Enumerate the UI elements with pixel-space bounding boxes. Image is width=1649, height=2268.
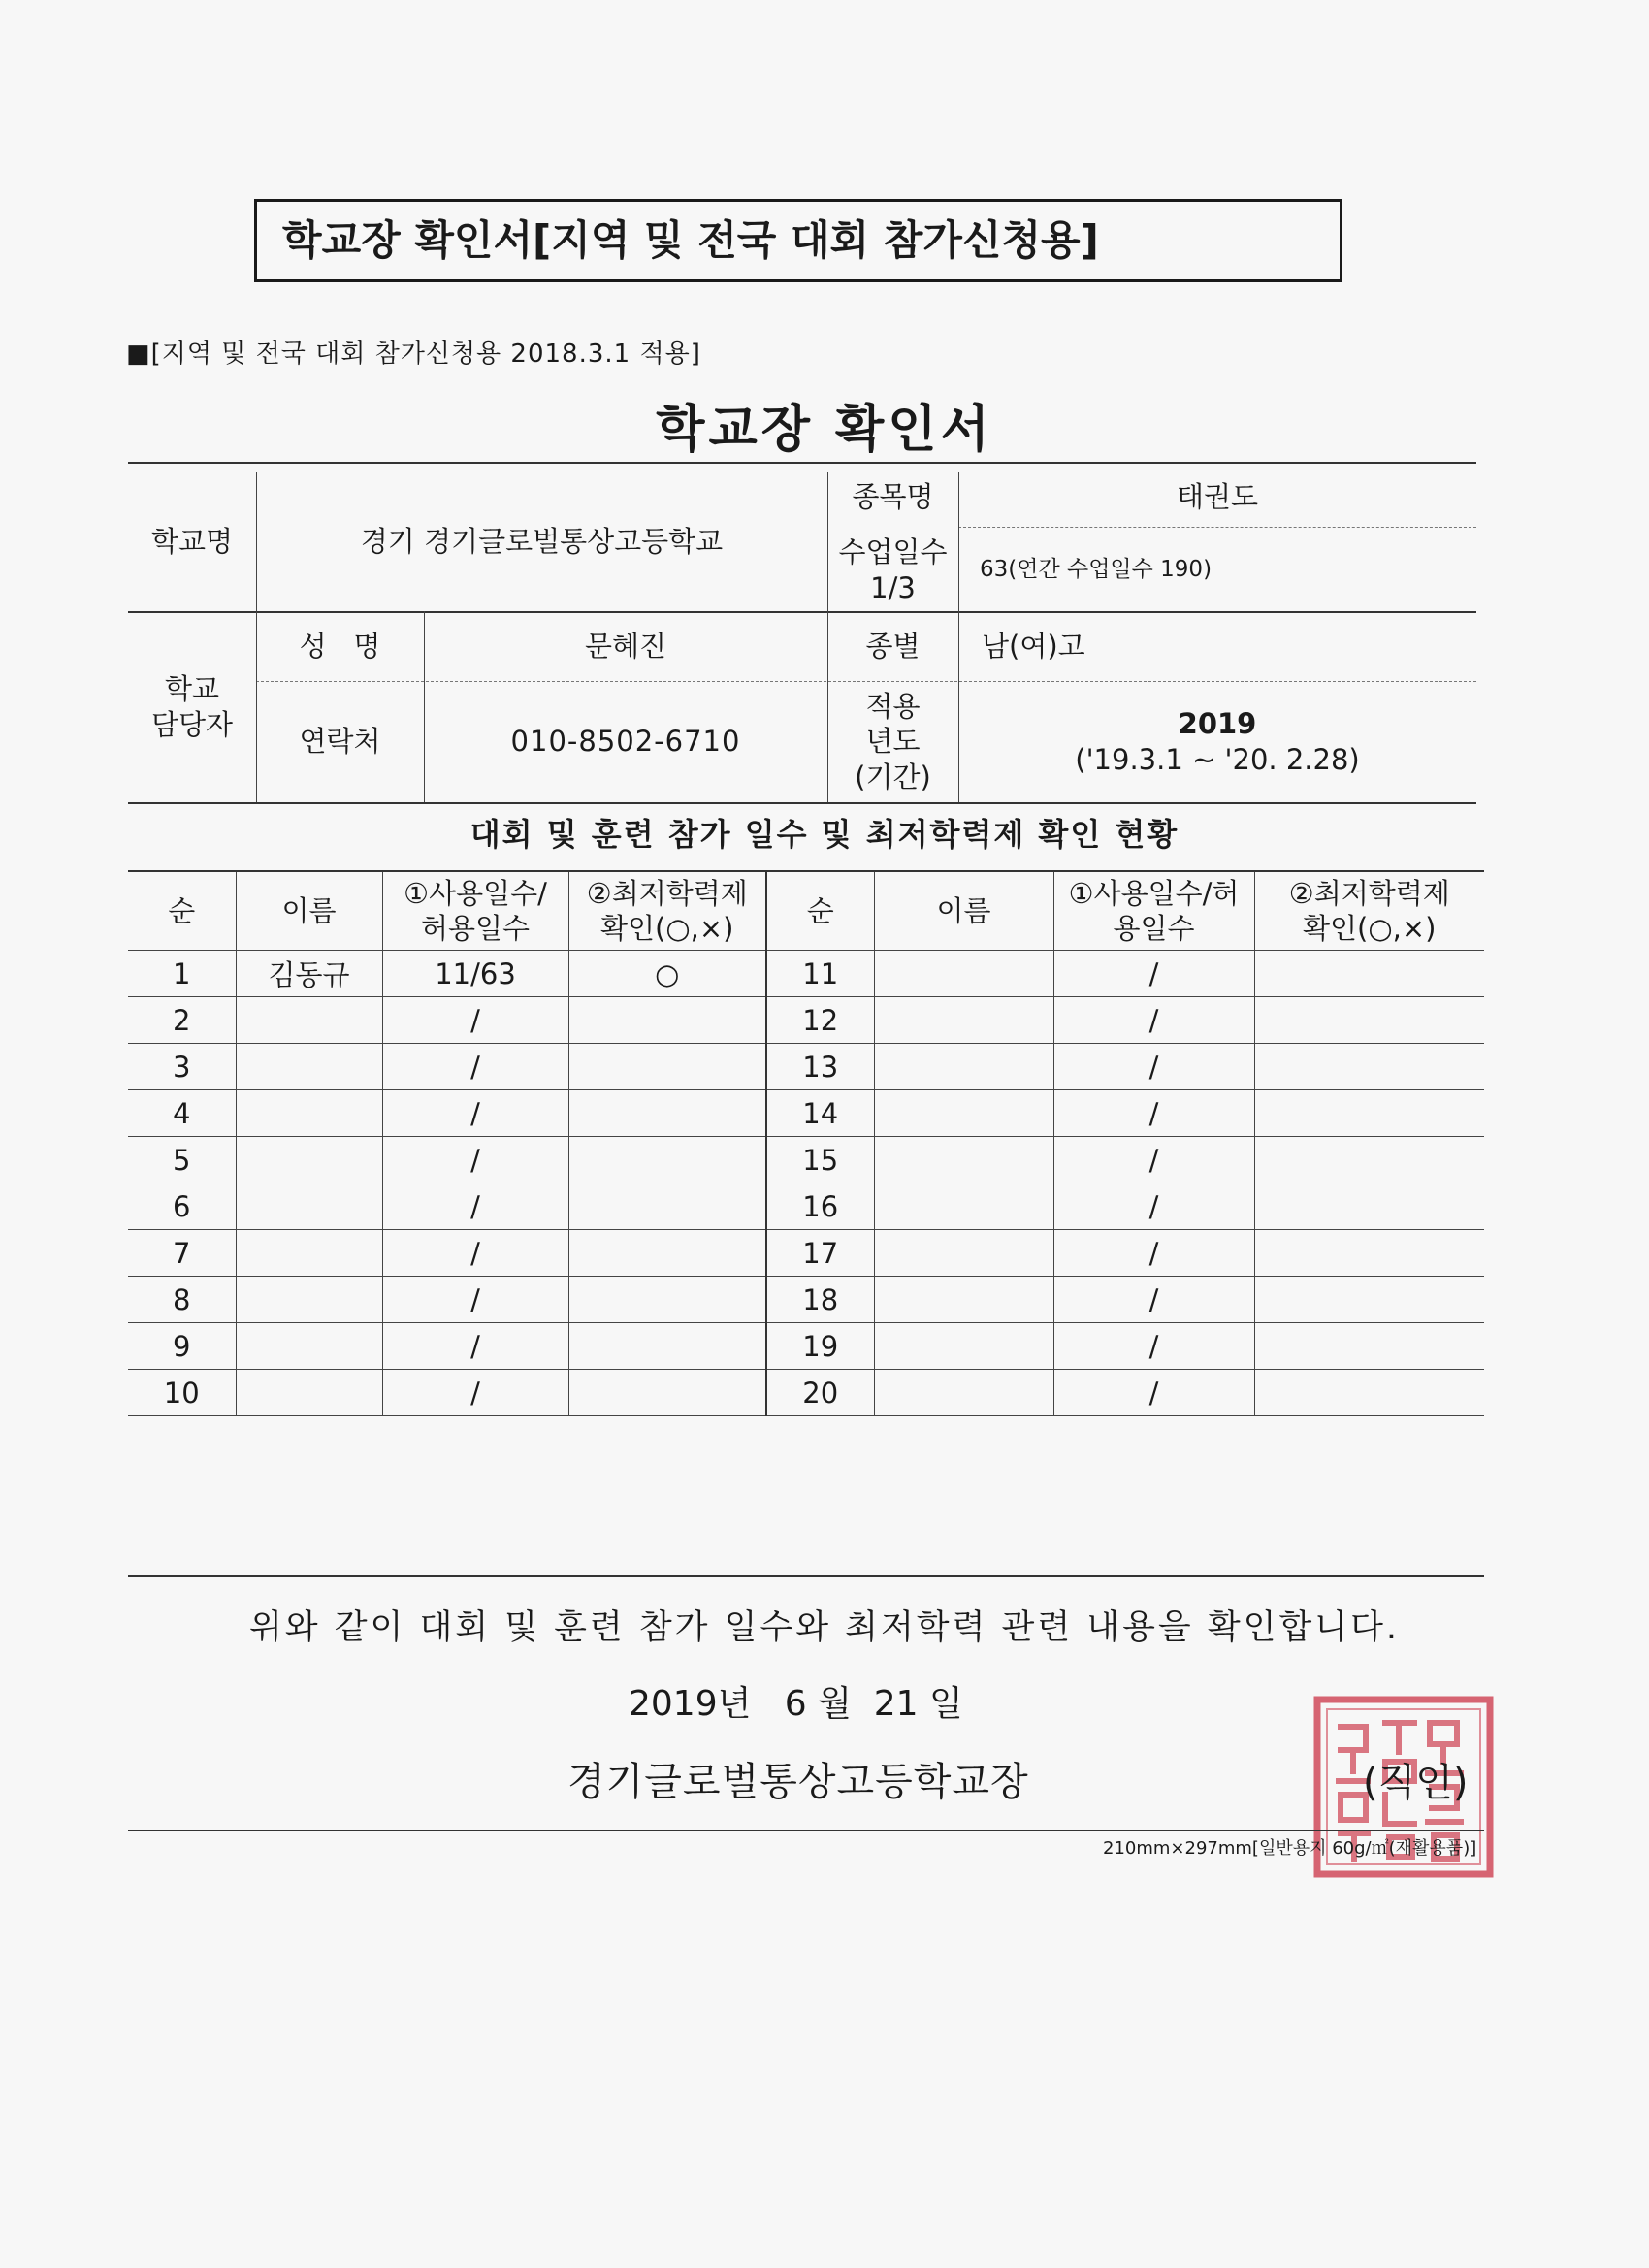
row-no-2: 18 <box>766 1277 874 1323</box>
row-days: / <box>382 1370 568 1416</box>
row-days: / <box>382 1090 568 1137</box>
contact-value: 010-8502-6710 <box>510 725 741 759</box>
main-title: 학교장 확인서 <box>656 401 993 459</box>
row-no: 10 <box>128 1370 236 1416</box>
row-name <box>236 1183 382 1230</box>
col-header-check: ②최저학력제 확인(○,×) <box>568 871 766 951</box>
row-days: / <box>382 1137 568 1183</box>
col-header-name: 이름 <box>236 871 382 951</box>
school-value: 경기 경기글로벌통상고등학교 <box>360 525 724 559</box>
year-value <box>958 681 1476 802</box>
row-no: 5 <box>128 1137 236 1183</box>
header-title-box: 학교장 확인서[지역 및 전국 대회 참가신청용] <box>254 199 1342 282</box>
row-check <box>568 1370 766 1416</box>
gender-label: 종별 <box>865 629 921 663</box>
row-name-2 <box>874 1137 1053 1183</box>
row-check-2 <box>1254 1137 1484 1183</box>
row-no: 6 <box>128 1183 236 1230</box>
contact-label: 연락처 <box>299 725 381 759</box>
row-check-2 <box>1254 1183 1484 1230</box>
event-value: 태권도 <box>1176 479 1259 513</box>
table-row <box>128 1370 1484 1416</box>
row-check <box>568 1044 766 1090</box>
school-label: 학교명 <box>150 525 234 559</box>
row-days-2: / <box>1053 951 1254 997</box>
row-name <box>236 997 382 1044</box>
name-label: 성 명 <box>299 629 381 663</box>
col-header-check-2: ②최저학력제 확인(○,×) <box>1254 871 1484 951</box>
row-days: / <box>382 1044 568 1090</box>
issue-date: 2019년 6 월 21 일 <box>629 1684 963 1724</box>
row-name <box>236 1230 382 1277</box>
row-days-2: / <box>1053 1090 1254 1137</box>
row-no: 1 <box>128 951 236 997</box>
row-check <box>568 1230 766 1277</box>
row-no: 8 <box>128 1277 236 1323</box>
row-check-2 <box>1254 1370 1484 1416</box>
row-days-2: / <box>1053 1323 1254 1370</box>
row-check <box>568 1137 766 1183</box>
row-check <box>568 1090 766 1137</box>
table-row <box>128 1323 1484 1370</box>
row-no: 9 <box>128 1323 236 1370</box>
row-no-2: 20 <box>766 1370 874 1416</box>
name-value: 문혜진 <box>584 629 667 663</box>
gender-value: 남(여)고 <box>982 629 1085 663</box>
row-check: ○ <box>568 951 766 997</box>
participation-table <box>128 870 1484 1416</box>
row-no-2: 12 <box>766 997 874 1044</box>
row-name-2 <box>874 951 1053 997</box>
row-days: / <box>382 997 568 1044</box>
table-row <box>128 1137 1484 1183</box>
row-name-2 <box>874 1323 1053 1370</box>
row-name: 김동규 <box>236 951 382 997</box>
row-days-2: / <box>1053 1137 1254 1183</box>
event-label: 종목명 <box>852 479 934 513</box>
row-check-2 <box>1254 1044 1484 1090</box>
table-row <box>128 1277 1484 1323</box>
row-days-2: / <box>1053 1183 1254 1230</box>
row-check-2 <box>1254 1230 1484 1277</box>
year-label <box>827 681 958 802</box>
row-days: / <box>382 1323 568 1370</box>
divider-bottom <box>128 1830 1484 1831</box>
row-name-2 <box>874 1230 1053 1277</box>
row-days: / <box>382 1230 568 1277</box>
row-name <box>236 1044 382 1090</box>
row-name <box>236 1370 382 1416</box>
row-no: 3 <box>128 1044 236 1090</box>
table-row <box>128 1044 1484 1090</box>
confirm-text: 위와 같이 대회 및 훈련 참가 일수와 최저학력 관련 내용을 확인합니다. <box>248 1608 1401 1647</box>
row-check-2 <box>1254 1277 1484 1323</box>
col-header-no-2: 순 <box>766 871 874 951</box>
row-check-2 <box>1254 951 1484 997</box>
principal-name: 경기글로벌통상고등학교장 <box>567 1760 1029 1804</box>
row-name <box>236 1137 382 1183</box>
row-name-2 <box>874 1044 1053 1090</box>
row-name-2 <box>874 1183 1053 1230</box>
row-check-2 <box>1254 1090 1484 1137</box>
paper-spec-footer: 210mm×297mm[일반용지 60g/㎡(재활용품)] <box>1103 1838 1477 1859</box>
classdays-value: 63(연간 수업일수 190) <box>980 557 1212 583</box>
row-check <box>568 1323 766 1370</box>
row-name-2 <box>874 1090 1053 1137</box>
seal-mark-text: (직인) <box>1363 1761 1469 1805</box>
row-no-2: 19 <box>766 1323 874 1370</box>
classdays-label-line2: 1/3 <box>870 570 916 604</box>
row-days: / <box>382 1277 568 1323</box>
table-row <box>128 951 1484 997</box>
section-title: 대회 및 훈련 참가 일수 및 최저학력제 확인 현황 <box>469 816 1180 853</box>
staff-label <box>128 611 256 802</box>
row-name-2 <box>874 997 1053 1044</box>
row-name-2 <box>874 1277 1053 1323</box>
row-no-2: 15 <box>766 1137 874 1183</box>
year-value-year: 2019 <box>1178 707 1257 741</box>
row-name-2 <box>874 1370 1053 1416</box>
row-days-2: / <box>1053 997 1254 1044</box>
row-no-2: 13 <box>766 1044 874 1090</box>
classdays-label-line1: 수업일수 <box>838 535 948 569</box>
subnote: ■[지역 및 전국 대회 참가신청용 2018.3.1 적용] <box>126 340 701 369</box>
row-no-2: 11 <box>766 951 874 997</box>
year-label-line2: 년도 <box>865 725 921 759</box>
classdays-label <box>827 529 958 611</box>
row-name <box>236 1090 382 1137</box>
row-check-2 <box>1254 997 1484 1044</box>
row-days-2: / <box>1053 1044 1254 1090</box>
row-days-2: / <box>1053 1230 1254 1277</box>
year-label-line3: (기간) <box>855 760 931 794</box>
col-header-days: ①사용일수/ 허용일수 <box>382 871 568 951</box>
row-days-2: / <box>1053 1370 1254 1416</box>
row-name <box>236 1323 382 1370</box>
row-no: 7 <box>128 1230 236 1277</box>
row-no-2: 14 <box>766 1090 874 1137</box>
col-header-no: 순 <box>128 871 236 951</box>
col-header-days-2: ①사용일수/허 용일수 <box>1053 871 1254 951</box>
table-row <box>128 1183 1484 1230</box>
row-no: 4 <box>128 1090 236 1137</box>
year-value-period: ('19.3.1 ~ '20. 2.28) <box>1075 742 1360 776</box>
row-days: / <box>382 1183 568 1230</box>
row-check-2 <box>1254 1323 1484 1370</box>
row-no-2: 16 <box>766 1183 874 1230</box>
table-row <box>128 997 1484 1044</box>
row-days: 11/63 <box>382 951 568 997</box>
row-check <box>568 997 766 1044</box>
row-no-2: 17 <box>766 1230 874 1277</box>
staff-label-line1: 학교 <box>164 672 220 706</box>
divider-top <box>128 1575 1484 1577</box>
table-row <box>128 1230 1484 1277</box>
year-label-line1: 적용 <box>865 690 921 724</box>
col-header-name-2: 이름 <box>874 871 1053 951</box>
row-check <box>568 1277 766 1323</box>
table-header-row <box>128 871 1484 951</box>
table-row <box>128 1090 1484 1137</box>
staff-label-line2: 담당자 <box>150 707 234 741</box>
row-name <box>236 1277 382 1323</box>
row-days-2: / <box>1053 1277 1254 1323</box>
row-check <box>568 1183 766 1230</box>
row-no: 2 <box>128 997 236 1044</box>
